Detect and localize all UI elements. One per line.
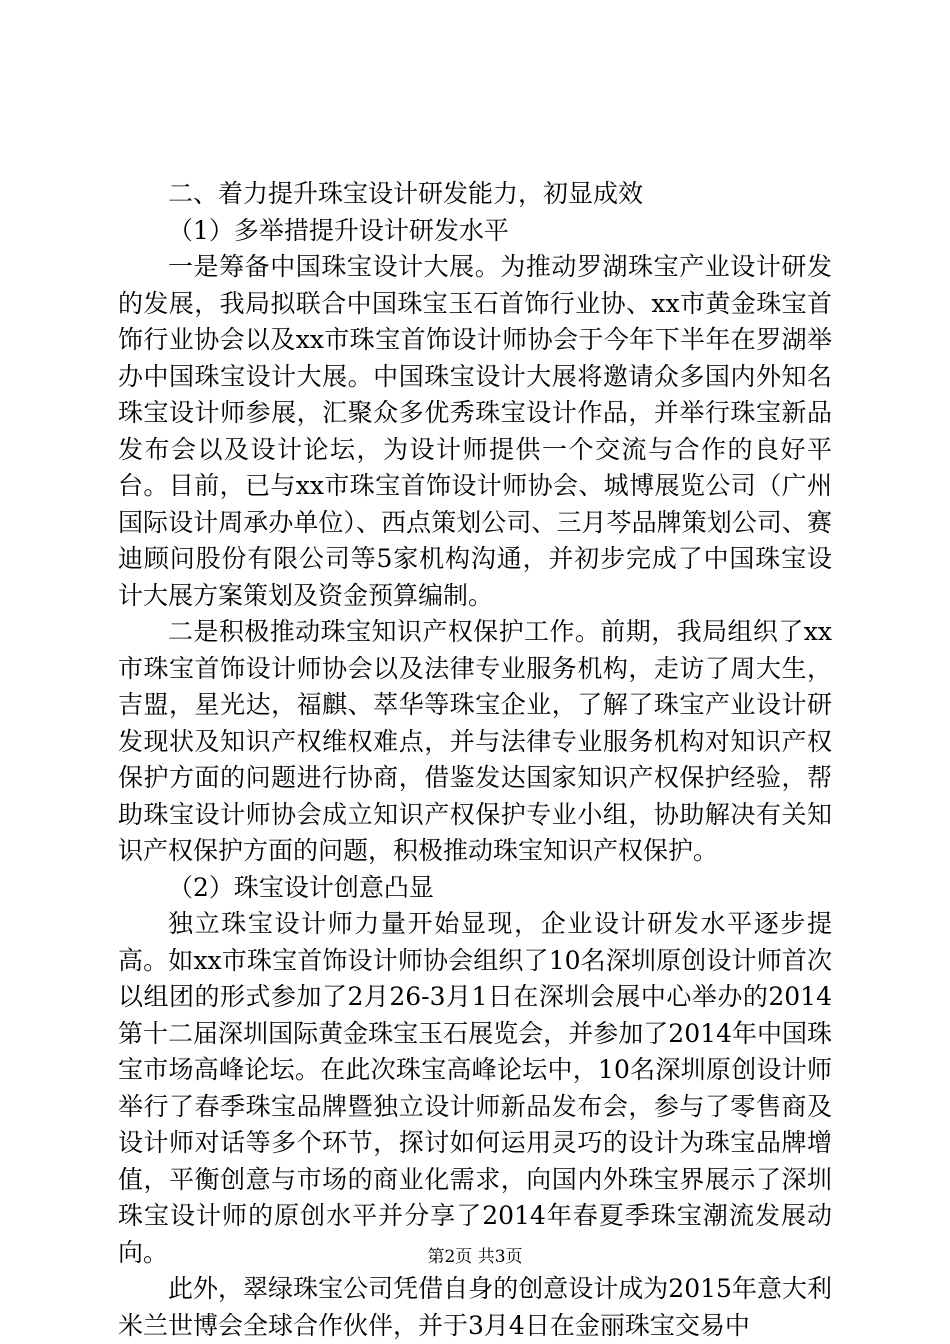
paragraph-cuilv-jewelry: 此外，翠绿珠宝公司凭借自身的创意设计成为2015年意大利米兰世博会全球合作伙伴，并于3月4日在金丽珠宝交易中 (118, 1274, 832, 1340)
subsection-heading-2: （2）珠宝设计创意凸显 (168, 872, 434, 902)
section-heading: 二、着力提升珠宝设计研发能力，初显成效 (168, 179, 644, 208)
document-body (118, 176, 832, 1344)
paragraph-ip-protection: 二是积极推动珠宝知识产权保护工作。前期，我局组织了xx市珠宝首饰设计师协会以及法律专业服务机构，走访了周大生，吉盟，星光达，福麒、萃华等珠宝企业，了解了珠宝产业设计研发现状及知识产权维权难点，并与法律专业服务机构对知识产权保护方面的问题进行协商，借鉴发达国家知识产权保护经验，帮助珠宝设计师协会成立知识产权保护专业小组，协助解决有关知识产权保护方面的问题，积极推动珠宝知识产权保护。 (118, 617, 832, 865)
paragraph-design-exhibition: 一是筹备中国珠宝设计大展。为推动罗湖珠宝产业设计研发的发展，我局拟联合中国珠宝玉石首饰行业协、xx市黄金珠宝首饰行业协会以及xx市珠宝首饰设计师协会于今年下半年在罗湖举办中国珠宝设计大展。中国珠宝设计大展将邀请众多国内外知名珠宝设计师参展，汇聚众多优秀珠宝设计作品，并举行珠宝新品发布会以及设计论坛，为设计师提供一个交流与合作的良好平台。目前，已与xx市珠宝首饰设计师协会、城博展览公司（广州国际设计周承办单位）、西点策划公司、三月芩品牌策划公司、赛迪顾问股份有限公司等5家机构沟通，并初步完成了中国珠宝设计大展方案策划及资金预算编制。 (118, 252, 832, 610)
subsection-heading-1: （1）多举措提升设计研发水平 (168, 215, 509, 245)
page-footer: 第2页 共3页 (427, 1247, 523, 1267)
paragraph-independent-designers: 独立珠宝设计师力量开始显现，企业设计研发水平逐步提高。如xx市珠宝首饰设计师协会组织了10名深圳原创设计师首次以组团的形式参加了2月26-3月1日在深圳会展中心举办的2014第十二届深圳国际黄金珠宝玉石展览会，并参加了2014年中国珠宝市场高峰论坛。在此次珠宝高峰论坛中，10名深圳原创设计师举行了春季珠宝品牌暨独立设计师新品发布会，参与了零售商及设计师对话等多个环节，探讨如何运用灵巧的设计为珠宝品牌增值，平衡创意与市场的商业化需求，向国内外珠宝界展示了深圳珠宝设计师的原创水平并分享了2014年春夏季珠宝潮流发展动向。 (118, 909, 832, 1267)
